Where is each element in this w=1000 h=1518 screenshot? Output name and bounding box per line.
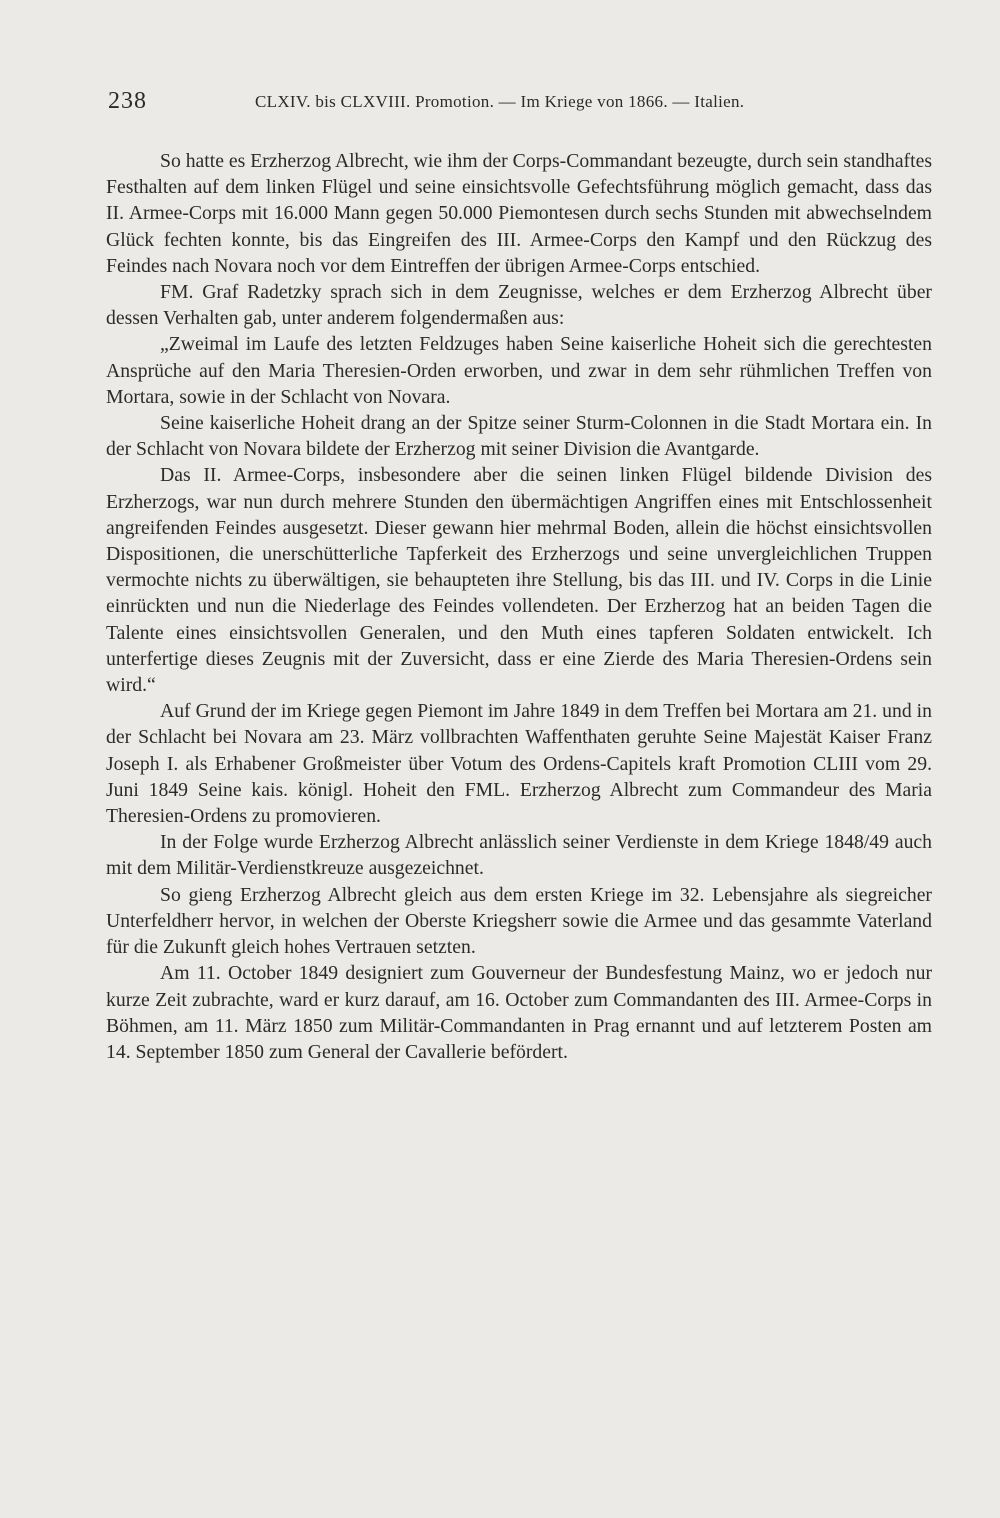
page-number: 238 [108, 88, 147, 114]
running-head: CLXIV. bis CLXVIII. Promotion. — Im Kriege von 1866. — Italien. [255, 92, 745, 111]
paragraph: Das II. Armee-Corps, insbesondere aber die seinen linken Flügel bildende Division des Erzherzogs, war nun durch mehrere Stunden den übermächtigen Angriffen eines mit Entschlossenheit angreifenden Feindes ausgesetzt. Dieser gewann hier mehrmal Boden, allein die höchst einsichtsvollen Dispositionen, die unerschütterliche Tapferkeit des Erzherzogs und seine unvergleichlichen Truppen vermochte nichts zu überwältigen, sie behaupteten ihre Stellung, bis das III. und IV. Corps in die Linie einrückten und nun die Niederlage des Feindes vollendeten. Der Erzherzog hat an beiden Tagen die Talente eines einsichtsvollen Generalen, und den Muth eines tapferen Soldaten entwickelt. Ich unterfertige dieses Zeugnis mit der Zuversicht, dass er eine Zierde des Maria Theresien-Ordens sein wird.“ [106, 464, 932, 697]
body-text [106, 148, 932, 1065]
paragraph: „Zweimal im Laufe des letzten Feldzuges haben Seine kaiserliche Hoheit sich die gerechtesten Ansprüche auf den Maria Theresien-Orden erworben, und zwar in dem sehr rühmlichen Treffen von Mortara, sowie in der Schlacht von Novara. [106, 333, 932, 408]
page-header [108, 88, 940, 118]
paragraph: Am 11. October 1849 designiert zum Gouverneur der Bundesfestung Mainz, wo er jedoch nur kurze Zeit zubrachte, ward er kurz darauf, am 16. October zum Commandanten des III. Armee-Corps in Böhmen, am 11. März 1850 zum Militär-Commandanten in Prag ernannt und auf letzterem Posten am 14. September 1850 zum General der Cavallerie befördert. [106, 962, 932, 1063]
paragraph: FM. Graf Radetzky sprach sich in dem Zeugnisse, welches er dem Erzherzog Albrecht über dessen Verhalten gab, unter anderem folgendermaßen aus: [106, 281, 932, 330]
paragraph: Auf Grund der im Kriege gegen Piemont im Jahre 1849 in dem Treffen bei Mortara am 21. und in der Schlacht bei Novara am 23. März vollbrachten Waffenthaten geruhte Seine Majestät Kaiser Franz Joseph I. als Erhabener Großmeister über Votum des Ordens-Capitels kraft Promotion CLIII vom 29. Juni 1849 Seine kais. königl. Hoheit den FML. Erzherzog Albrecht zum Commandeur des Maria Theresien-Ordens zu promovieren. [106, 700, 932, 828]
paragraph: In der Folge wurde Erzherzog Albrecht anlässlich seiner Verdienste in dem Kriege 1848/49 auch mit dem Militär-Verdienstkreuze ausgezeichnet. [106, 831, 932, 880]
paragraph: Seine kaiserliche Hoheit drang an der Spitze seiner Sturm-Colonnen in die Stadt Mortara ein. In der Schlacht von Novara bildete der Erzherzog mit seiner Division die Avantgarde. [106, 412, 932, 461]
paragraph: So hatte es Erzherzog Albrecht, wie ihm der Corps-Commandant bezeugte, durch sein standhaftes Festhalten auf dem linken Flügel und seine einsichtsvolle Gefechtsführung möglich gemacht, dass das II. Armee-Corps mit 16.000 Mann gegen 50.000 Piemontesen durch sechs Stunden mit abwechselndem Glück fechten konnte, bis das Eingreifen des III. Armee-Corps den Kampf und den Rückzug des Feindes nach Novara noch vor dem Eintreffen der übrigen Armee-Corps entschied. [106, 150, 932, 277]
paragraph: So gieng Erzherzog Albrecht gleich aus dem ersten Kriege im 32. Lebensjahre als siegreicher Unterfeldherr hervor, in welchen der Oberste Kriegsherr sowie die Armee und das gesammte Vaterland für die Zukunft gleich hohes Vertrauen setzten. [106, 883, 932, 959]
